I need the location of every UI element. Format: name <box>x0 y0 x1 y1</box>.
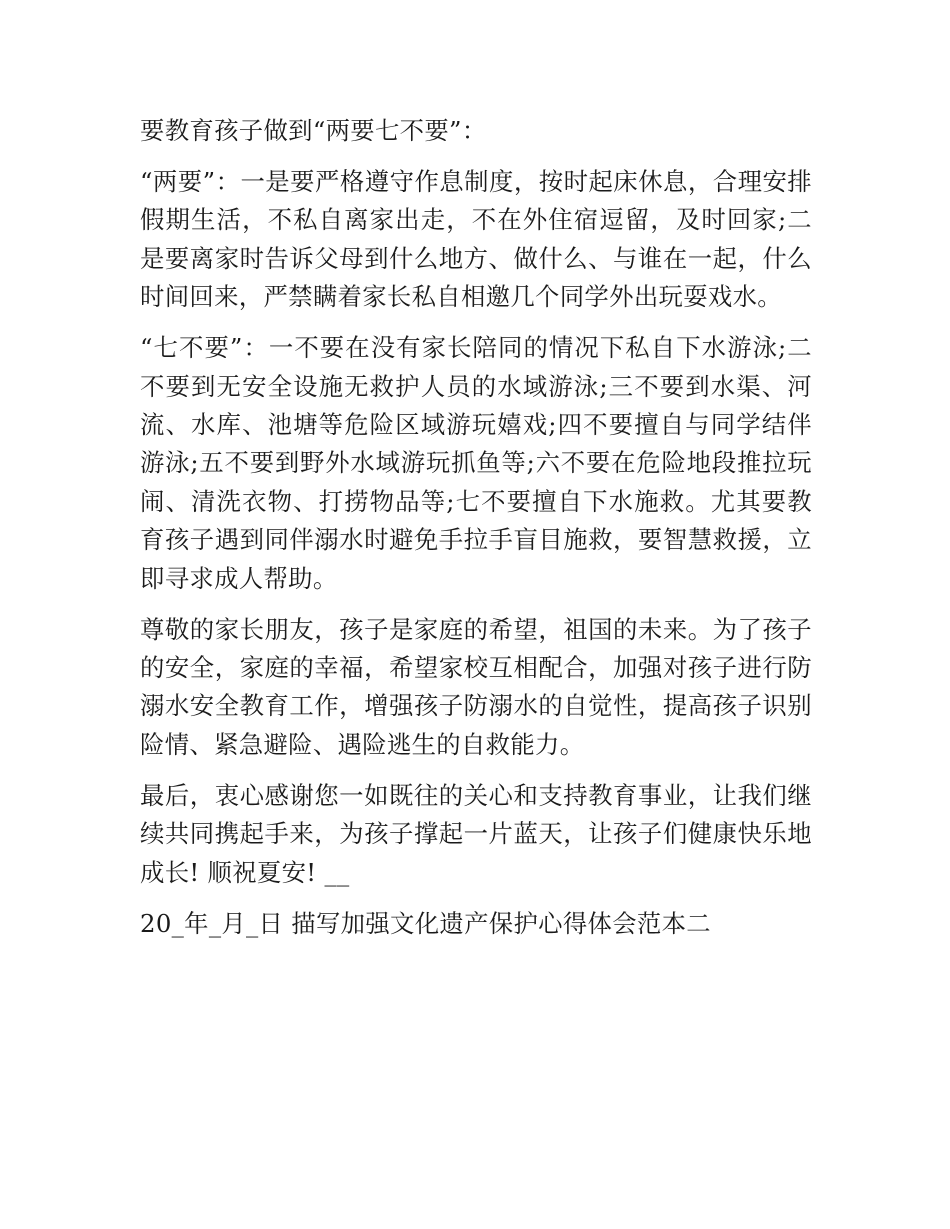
paragraph-intro: 要教育孩子做到“两要七不要”： <box>140 116 487 145</box>
document-body <box>140 112 812 943</box>
paragraph-date-and-title: 20_年_月_日 描写加强文化遗产保护心得体会范本二 <box>140 908 711 938</box>
paragraph-closing: 最后，衷心感谢您一如既往的关心和支持教育事业，让我们继续共同携起手来，为孩子撑起一片蓝天，让孩子们健康快乐地成长! 顺祝夏安! __ <box>140 780 812 887</box>
paragraph-two-musts: “两要”：一是要严格遵守作息制度，按时起床休息，合理安排假期生活，不私自离家出走，不在外住宿逗留，及时回家;二是要离家时告诉父母到什么地方、做什么、与谁在一起，什么时间回来，严禁瞒着家长私自相邀几个同学外出玩耍戏水。 <box>140 167 812 312</box>
paragraph-seven-donts: “七不要”：一不要在没有家长陪同的情况下私自下水游泳;二不要到无安全设施无救护人员的水域游泳;三不要到水渠、河流、水库、池塘等危险区域游玩嬉戏;四不要擅自与同学结伴游泳;五不要到野外水域游玩抓鱼等;六不要在危险地段推拉玩闹、清洗衣物、打捞物品等;七不要擅自下水施救。尤其要教育孩子遇到同伴溺水时避免手拉手盲目施救，要智慧救援，立即寻求成人帮助。 <box>140 333 812 593</box>
paragraph-parents-appeal: 尊敬的家长朋友，孩子是家庭的希望，祖国的未来。为了孩子的安全，家庭的幸福，希望家校互相配合，加强对孩子进行防溺水安全教育工作，增强孩子防溺水的自觉性，提高孩子识别险情、紧急避险、遇险逃生的自救能力。 <box>140 614 812 759</box>
